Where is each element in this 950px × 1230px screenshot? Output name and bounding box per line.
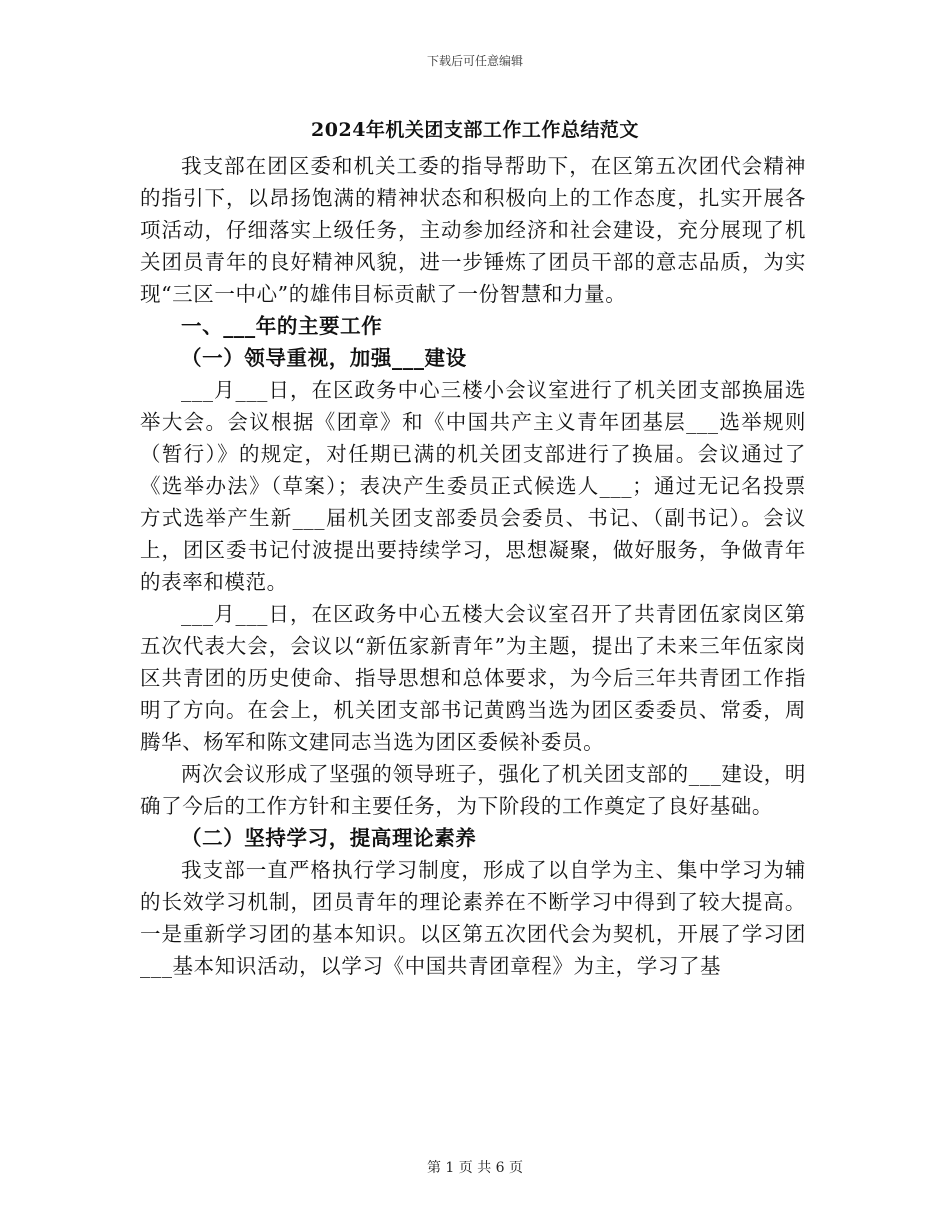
section-heading-main-work: 一、___年的主要工作 — [181, 314, 383, 338]
intro-paragraph: 我支部在团区委和机关工委的指导帮助下，在区第五次团代会精神的指引下，以昂扬饱满的精神状态和积极向上的工作态度，扎实开展各项活动，仔细落实上级任务，主动参加经济和社会建设，充分展现了机关团员青年的良好精神风貌，进一步锤炼了团员干部的意志品质，为实现“三区一中心”的雄伟目标贡献了一份智慧和力量。 — [140, 154, 806, 306]
subsection-heading-leadership: （一）领导重视，加强___建设 — [181, 346, 467, 370]
page-number: 第 1 页 共 6 页 — [426, 1160, 524, 1176]
paragraph-conclusion: 两次会议形成了坚强的领导班子，强化了机关团支部的___建设，明确了今后的工作方针和主要任务，为下阶段的工作奠定了良好基础。 — [140, 762, 806, 818]
subsection-heading-study: （二）坚持学习，提高理论素养 — [181, 826, 477, 850]
header-note: 下载后可任意编辑 — [426, 54, 523, 68]
paragraph-study: 我支部一直严格执行学习制度，形成了以自学为主、集中学习为辅的长效学习机制，团员青年的理论素养在不断学习中得到了较大提高。一是重新学习团的基本知识。以区第五次团代会为契机，开展了学习团___基本知识活动，以学习《中国共青团章程》为主，学习了基 — [140, 858, 806, 978]
document-title: 2024年机关团支部工作工作总结范文 — [311, 119, 639, 141]
document-body — [140, 150, 806, 982]
paragraph-congress: ___月___日，在区政务中心五楼大会议室召开了共青团伍家岗区第五次代表大会，会议以“新伍家新青年”为主题，提出了未来三年伍家岗区共青团的历史使命、指导思想和总体要求，为今后三年共青团工作指明了方向。在会上，机关团支部书记黄鸥当选为团区委委员、常委，周腾华、杨军和陈文建同志当选为团区委候补委员。 — [140, 602, 806, 754]
paragraph-election-meeting: ___月___日，在区政务中心三楼小会议室进行了机关团支部换届选举大会。会议根据《团章》和《中国共产主义青年团基层___选举规则（暂行）》的规定，对任期已满的机关团支部进行了换届。会议通过了《选举办法》（草案）；表决产生委员正式候选人___；通过无记名投票方式选举产生新___届机关团支部委员会委员、书记、（副书记）。会议上，团区委书记付波提出要持续学习，思想凝聚，做好服务，争做青年的表率和模范。 — [140, 378, 806, 594]
